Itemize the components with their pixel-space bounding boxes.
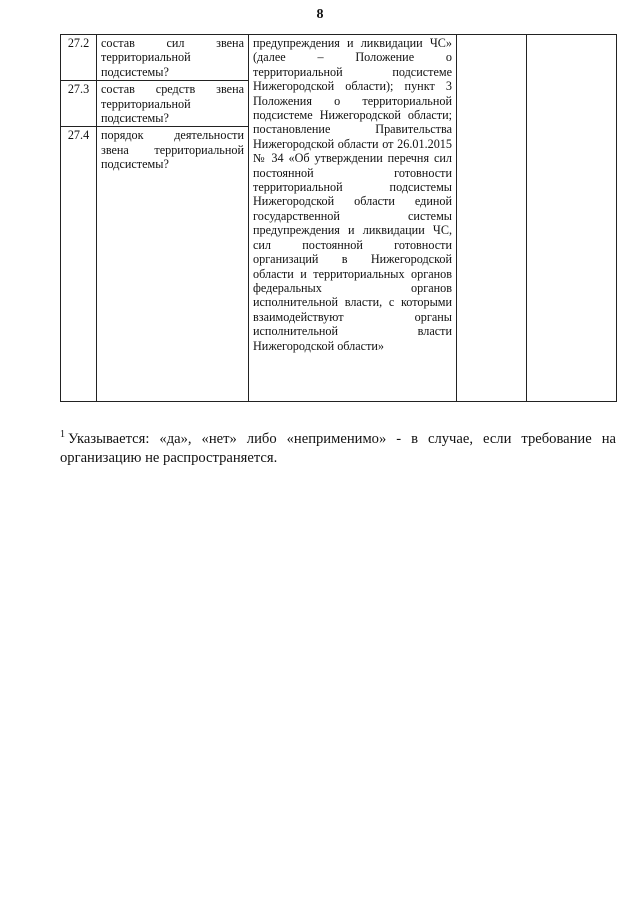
requirements-table	[60, 34, 617, 402]
footnote-marker: 1	[60, 429, 65, 440]
row-number: 27.2	[61, 35, 97, 81]
question-cell: состав средств звена территориальной подсистемы?	[97, 81, 249, 127]
question-cell: порядок деятельности звена территориальной подсистемы?	[97, 127, 249, 402]
row-number: 27.3	[61, 81, 97, 127]
table-row	[61, 35, 617, 81]
reference-cell: предупреждения и ликвидации ЧС» (далее – Положение о территориальной подсистеме Нижегородской области); пункт 3 Положения о территориальной подсистеме Нижегородской области; постановление Правительства Нижегородской области от 26.01.2015 № 34 «Об утверждении перечня сил постоянной готовности территориальной подсистемы Нижегородской области единой государственной системы предупреждения и ликвидации ЧС, сил постоянной готовности организаций в Нижегородской области и территориальных органов федеральных органов исполнительной власти, с которыми взаимодействуют органы исполнительной власти Нижегородской области»	[249, 35, 457, 402]
row-number: 27.4	[61, 127, 97, 402]
question-cell: состав сил звена территориальной подсистемы?	[97, 35, 249, 81]
footnote	[60, 425, 616, 468]
footnote-text: Указывается: «да», «нет» либо «неприменимо» - в случае, если требование на организацию не распространяется.	[60, 431, 616, 466]
note-cell	[527, 35, 617, 402]
page-number: 8	[316, 7, 324, 22]
answer-cell	[457, 35, 527, 402]
